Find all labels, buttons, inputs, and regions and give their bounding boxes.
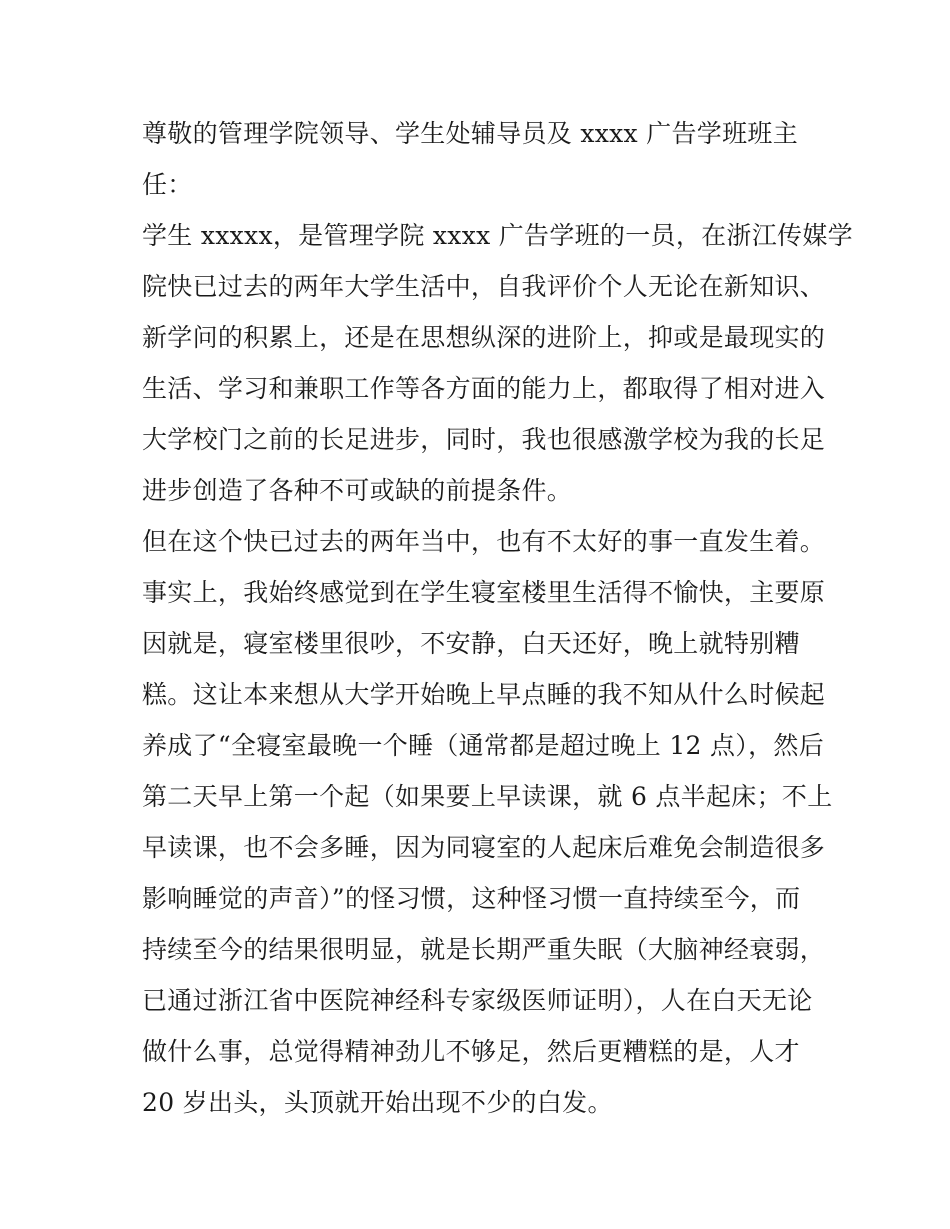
text-line: 做什么事，总觉得精神劲儿不够足，然后更糟糕的是，人才 xyxy=(142,1037,800,1066)
salutation xyxy=(142,108,822,210)
letter-body xyxy=(142,108,853,1128)
text-line: 影响睡觉的声音）”的怪习惯，这种怪习惯一直持续至今，而 xyxy=(142,884,801,913)
paragraph-1 xyxy=(142,210,853,516)
text-line: 新学问的积累上，还是在思想纵深的进阶上，抑或是最现实的 xyxy=(142,323,826,352)
text-line: 养成了“全寝室最晚一个睡（通常都是超过晚上 12 点），然后 xyxy=(142,731,824,760)
text-line: 院快已过去的两年大学生活中，自我评价个人无论在新知识、 xyxy=(142,272,826,301)
text-line: 因就是，寝室楼里很吵，不安静，白天还好，晚上就特别糟 xyxy=(142,629,800,658)
text-line: 持续至今的结果很明显，就是长期严重失眠（大脑神经衰弱， xyxy=(142,935,826,964)
text-line: 事实上，我始终感觉到在学生寝室楼里生活得不愉快，主要原 xyxy=(142,578,826,607)
text-line: 早读课，也不会多睡，因为同寝室的人起床后难免会制造很多 xyxy=(142,833,826,862)
text-line: 尊敬的管理学院领导、学生处辅导员及 xxxx 广告学班班主 xyxy=(142,119,798,148)
text-line: 糕。这让本来想从大学开始晚上早点睡的我不知从什么时候起 xyxy=(142,680,826,709)
text-line: 20 岁出头，头顶就开始出现不少的白发。 xyxy=(142,1088,613,1117)
text-line: 进步创造了各种不可或缺的前提条件。 xyxy=(142,476,573,505)
text-line: 大学校门之前的长足进步，同时，我也很感激学校为我的长足 xyxy=(142,425,826,454)
text-line: 学生 xxxxx，是管理学院 xxxx 广告学班的一员，在浙江传媒学 xyxy=(142,221,853,250)
text-line: 但在这个快已过去的两年当中，也有不太好的事一直发生着。 xyxy=(142,527,826,556)
text-line: 第二天早上第一个起（如果要上早读课，就 6 点半起床；不上 xyxy=(142,782,833,811)
text-line: 任： xyxy=(142,170,193,199)
text-line: 生活、学习和兼职工作等各方面的能力上，都取得了相对进入 xyxy=(142,374,826,403)
paragraph-2 xyxy=(142,516,833,1128)
text-line: 已通过浙江省中医院神经科专家级医师证明），人在白天无论 xyxy=(142,986,813,1015)
